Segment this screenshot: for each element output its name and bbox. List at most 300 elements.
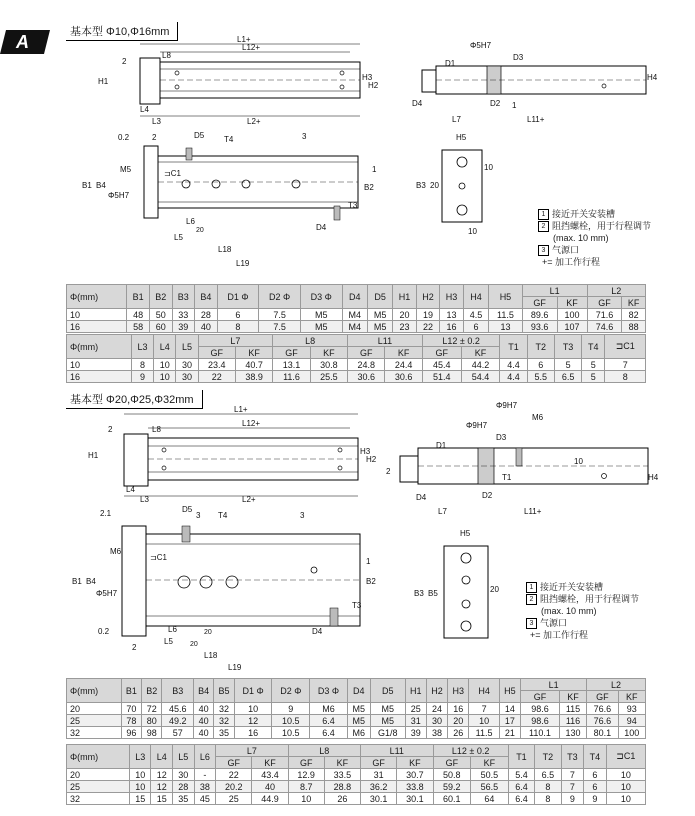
table-header-cell: L5 bbox=[176, 335, 198, 359]
s2-plan-l5: L5 bbox=[164, 637, 173, 646]
table-cell: 40 bbox=[193, 727, 213, 739]
s2-plan-phi5h7: Φ5H7 bbox=[96, 589, 118, 598]
s1-spec-table-2 bbox=[66, 334, 646, 383]
table-row bbox=[67, 727, 646, 739]
table-header-cell: B3 bbox=[162, 679, 193, 703]
table-cell: 78 bbox=[121, 715, 141, 727]
table-header-cell: T3 bbox=[561, 745, 584, 769]
table-header-cell: L12 ± 0.2 bbox=[433, 745, 508, 757]
table-cell: 9 bbox=[131, 371, 153, 383]
table-cell: 7.5 bbox=[259, 309, 301, 321]
s2-legend-item: += 加工作行程 bbox=[530, 630, 589, 641]
table-header-cell: L1 bbox=[522, 285, 587, 297]
table-header-cell: H5 bbox=[489, 285, 523, 309]
table-header-cell: L1 bbox=[521, 679, 587, 691]
s2-plan-1: 1 bbox=[366, 557, 371, 566]
table-cell: M4 bbox=[342, 309, 367, 321]
table-cell: 30.1 bbox=[397, 793, 433, 805]
table-cell: 40 bbox=[193, 703, 213, 715]
table-cell: 23 bbox=[393, 321, 417, 333]
table-cell: M5 bbox=[367, 321, 392, 333]
table-header-cell: H2 bbox=[426, 679, 447, 703]
table-cell: 8 bbox=[131, 359, 153, 371]
s1-plan-20: 20 bbox=[196, 227, 204, 234]
table-subheader-cell: GF bbox=[361, 757, 397, 769]
table-cell: 7 bbox=[561, 781, 584, 793]
table-subheader-cell: GF bbox=[522, 297, 557, 309]
table-header-cell: L11 bbox=[361, 745, 433, 757]
s1-plan-l5: L5 bbox=[174, 233, 183, 242]
table-cell: 11.5 bbox=[489, 309, 523, 321]
s1-end-h5: H5 bbox=[456, 133, 467, 142]
s2-dim-l4: L4 bbox=[126, 485, 135, 494]
table-cell: 80.1 bbox=[587, 727, 618, 739]
table-header-cell: B1 bbox=[127, 285, 150, 309]
table-header-cell: D5 bbox=[367, 285, 392, 309]
table-cell: 25 bbox=[405, 703, 426, 715]
s2-dim-l12: L12+ bbox=[242, 419, 261, 428]
table-cell: M5 bbox=[347, 703, 370, 715]
s2-side-phi9a: Φ9H7 bbox=[496, 401, 518, 410]
table-cell: 38 bbox=[426, 727, 447, 739]
table-cell: 9 bbox=[561, 793, 584, 805]
table-header-cell: L5 bbox=[173, 745, 195, 769]
table-header-cell: D2 Φ bbox=[272, 679, 310, 703]
table-header-cell: D3 Φ bbox=[300, 285, 342, 309]
table-cell: 116 bbox=[559, 715, 586, 727]
s2-plan-3a: 3 bbox=[196, 511, 201, 520]
table-cell: 6 bbox=[584, 781, 607, 793]
table-cell: M5 bbox=[347, 715, 370, 727]
table-cell: 28.8 bbox=[324, 781, 360, 793]
s1-dim-h2: H2 bbox=[368, 81, 379, 90]
s2-end-h5: H5 bbox=[460, 529, 471, 538]
s1-dim-l3: L3 bbox=[152, 117, 161, 126]
table-cell: 7.5 bbox=[259, 321, 301, 333]
table-header-cell: L6 bbox=[194, 745, 216, 769]
table-cell: 9 bbox=[584, 793, 607, 805]
s2-plan-21: 2.1 bbox=[100, 509, 112, 518]
table-cell: 4.4 bbox=[500, 359, 527, 371]
table-cell: 25 bbox=[216, 793, 252, 805]
table-cell: 28 bbox=[173, 781, 195, 793]
s1-plan-b1: B1 bbox=[82, 181, 92, 190]
table-cell: 12.9 bbox=[288, 769, 324, 781]
table-cell: 15 bbox=[151, 793, 173, 805]
table-cell: 36.2 bbox=[361, 781, 397, 793]
s2-plan-m6: M6 bbox=[110, 547, 122, 556]
table-header-cell: T2 bbox=[527, 335, 554, 359]
table-cell: 56.5 bbox=[471, 781, 509, 793]
table-cell: M5 bbox=[367, 309, 392, 321]
table-cell: 4.5 bbox=[463, 309, 488, 321]
table-cell: 6 bbox=[463, 321, 488, 333]
table-cell: 80 bbox=[142, 715, 162, 727]
table-cell: 15 bbox=[129, 793, 151, 805]
table-header-cell: L8 bbox=[288, 745, 360, 757]
table-header-cell: L12 ± 0.2 bbox=[422, 335, 500, 347]
table-cell: 30 bbox=[426, 715, 447, 727]
table-subheader-cell: KF bbox=[618, 691, 645, 703]
table-cell: 10 bbox=[234, 703, 272, 715]
table-header-cell: D3 Φ bbox=[310, 679, 348, 703]
s2-legend-item: 2 阻挡螺栓，用于行程调节 bbox=[526, 593, 639, 605]
table-cell: 96 bbox=[121, 727, 141, 739]
table-cell: M5 bbox=[370, 715, 405, 727]
table-cell: 6.4 bbox=[310, 727, 348, 739]
table-subheader-cell: KF bbox=[471, 757, 509, 769]
s2-side-10: 10 bbox=[574, 457, 583, 466]
s1-plan-l6: L6 bbox=[186, 217, 195, 226]
table-cell: 39 bbox=[172, 321, 195, 333]
table-subheader-cell: KF bbox=[397, 757, 433, 769]
table-cell: 72 bbox=[142, 703, 162, 715]
table-row bbox=[67, 371, 646, 383]
table-cell: 30.8 bbox=[310, 359, 347, 371]
s1-end-b3: B3 bbox=[416, 181, 426, 190]
table-row bbox=[67, 321, 646, 333]
table-cell: 110.1 bbox=[521, 727, 560, 739]
table-cell: 31 bbox=[361, 769, 397, 781]
table-subheader-cell: KF bbox=[559, 691, 586, 703]
table-cell: M5 bbox=[370, 703, 405, 715]
table-cell: 16 bbox=[448, 703, 469, 715]
table-cell: 115 bbox=[559, 703, 586, 715]
table-cell: 21 bbox=[499, 727, 520, 739]
table-header-cell: H3 bbox=[448, 679, 469, 703]
table-header-cell: H4 bbox=[469, 679, 499, 703]
s1-dim-h3: H3 bbox=[362, 73, 373, 82]
table-cell: 20 bbox=[393, 309, 417, 321]
table-cell: 24.8 bbox=[348, 359, 385, 371]
table-subheader-cell: KF bbox=[324, 757, 360, 769]
table-cell: M5 bbox=[300, 309, 342, 321]
table-cell: 100 bbox=[557, 309, 587, 321]
table-cell: 89.6 bbox=[522, 309, 557, 321]
s1-plan-d4: D4 bbox=[316, 223, 327, 232]
table-subheader-cell: GF bbox=[273, 347, 310, 359]
table-cell: M6 bbox=[310, 703, 348, 715]
table-header-cell: H3 bbox=[440, 285, 464, 309]
s1-end-view-drawing bbox=[412, 130, 497, 240]
table-cell: 4.4 bbox=[500, 371, 527, 383]
table-cell: 20 bbox=[448, 715, 469, 727]
table-cell: 11.6 bbox=[273, 371, 310, 383]
table-cell: 11.5 bbox=[469, 727, 499, 739]
table-cell: 50.5 bbox=[471, 769, 509, 781]
table-cell: 13 bbox=[489, 321, 523, 333]
table-cell: 16 bbox=[440, 321, 464, 333]
table-cell: 22 bbox=[416, 321, 440, 333]
table-cell: 22 bbox=[198, 371, 235, 383]
table-subheader-cell: GF bbox=[198, 347, 235, 359]
table-cell: 50.8 bbox=[433, 769, 471, 781]
s1-plan-c1: ⊐C1 bbox=[164, 169, 181, 178]
table-row bbox=[67, 309, 646, 321]
table-cell: 51.4 bbox=[422, 371, 461, 383]
table-cell: 25 bbox=[67, 781, 130, 793]
table-cell: 5.4 bbox=[508, 769, 534, 781]
table-header-cell: B4 bbox=[195, 285, 218, 309]
table-cell: 9 bbox=[272, 703, 310, 715]
s1-plan-3: 3 bbox=[302, 132, 307, 141]
s1-side-phi5: Φ5H7 bbox=[470, 41, 492, 50]
s2-plan-d5: D5 bbox=[182, 505, 193, 514]
table-cell: 57 bbox=[162, 727, 193, 739]
s2-end-b5: B5 bbox=[428, 589, 438, 598]
table-subheader-cell: KF bbox=[557, 297, 587, 309]
table-cell: 25 bbox=[67, 715, 122, 727]
table-cell: 50 bbox=[149, 309, 172, 321]
table-header-cell: Φ(mm) bbox=[67, 745, 130, 769]
s2-plan-20b: 20 bbox=[190, 641, 198, 648]
table-cell: 26 bbox=[448, 727, 469, 739]
table-cell: 6.4 bbox=[508, 781, 534, 793]
s2-dim-l1: L1+ bbox=[234, 405, 248, 414]
table-header-cell: B5 bbox=[214, 679, 234, 703]
s1-end-10a: 10 bbox=[484, 163, 493, 172]
table-header-cell: Φ(mm) bbox=[67, 335, 132, 359]
table-header-cell: T4 bbox=[584, 745, 607, 769]
table-subheader-cell: GF bbox=[433, 757, 471, 769]
s1-side-1: 1 bbox=[512, 101, 517, 110]
table-header-cell: D1 Φ bbox=[217, 285, 259, 309]
table-cell: 8 bbox=[217, 321, 259, 333]
tab-letter: A bbox=[16, 32, 29, 52]
table-cell: 32 bbox=[214, 703, 234, 715]
table-cell: 8 bbox=[535, 793, 561, 805]
s1-dim-l2: L2+ bbox=[247, 117, 261, 126]
s1-side-d3: D3 bbox=[513, 53, 524, 62]
s2-side-d2: D2 bbox=[482, 491, 493, 500]
table-cell: 38 bbox=[194, 781, 216, 793]
table-cell: 28 bbox=[195, 309, 218, 321]
table-cell: M5 bbox=[300, 321, 342, 333]
table-cell: 107 bbox=[557, 321, 587, 333]
table-cell: 98.6 bbox=[521, 703, 560, 715]
table-cell: 10 bbox=[469, 715, 499, 727]
table-subheader-cell: KF bbox=[461, 347, 500, 359]
table-row bbox=[67, 781, 646, 793]
s2-side-m6: M6 bbox=[532, 413, 544, 422]
table-cell: 8 bbox=[535, 781, 561, 793]
s2-dim-l2: L2+ bbox=[242, 495, 256, 504]
table-cell: 5 bbox=[554, 359, 581, 371]
table-cell: 48 bbox=[127, 309, 150, 321]
s1-dim-l12: L12+ bbox=[242, 43, 261, 52]
table-row bbox=[67, 715, 646, 727]
table-cell: 74.6 bbox=[587, 321, 622, 333]
table-cell: 54.4 bbox=[461, 371, 500, 383]
table-cell: 38.9 bbox=[235, 371, 272, 383]
table-subheader-cell: GF bbox=[348, 347, 385, 359]
table-cell: 22 bbox=[216, 769, 252, 781]
table-cell: 30 bbox=[173, 769, 195, 781]
table-header-cell: D5 bbox=[370, 679, 405, 703]
table-cell: 6.4 bbox=[508, 793, 534, 805]
table-header-cell: L3 bbox=[131, 335, 153, 359]
table-header-cell: T2 bbox=[535, 745, 561, 769]
table-cell: 94 bbox=[618, 715, 645, 727]
s1-plan-view-drawing bbox=[76, 128, 386, 273]
s1-plan-b4: B4 bbox=[96, 181, 106, 190]
s2-side-t1: T1 bbox=[502, 473, 512, 482]
table-cell: 7 bbox=[605, 359, 646, 371]
s1-side-l11: L11+ bbox=[527, 115, 545, 124]
table-header-cell: L8 bbox=[273, 335, 348, 347]
s1-dim-l4: L4 bbox=[140, 105, 149, 114]
table-cell: 35 bbox=[173, 793, 195, 805]
table-cell: 45.6 bbox=[162, 703, 193, 715]
table-row bbox=[67, 769, 646, 781]
table-cell: 33 bbox=[172, 309, 195, 321]
table-cell: 45 bbox=[194, 793, 216, 805]
table-cell: 40 bbox=[193, 715, 213, 727]
table-cell: 98.6 bbox=[521, 715, 560, 727]
table-header-cell: H4 bbox=[463, 285, 488, 309]
table-cell: 33.8 bbox=[397, 781, 433, 793]
s1-end-20: 20 bbox=[430, 181, 439, 190]
s2-side-l7: L7 bbox=[438, 507, 447, 516]
table-cell: 30 bbox=[176, 371, 198, 383]
table-cell: 6.5 bbox=[535, 769, 561, 781]
s1-legend-item: (max. 10 mm) bbox=[553, 233, 609, 244]
table-cell: 16 bbox=[67, 371, 132, 383]
table-subheader-cell: GF bbox=[288, 757, 324, 769]
table-header-cell: B2 bbox=[142, 679, 162, 703]
section-tab bbox=[0, 30, 50, 54]
s1-dim-l1: L1+ bbox=[237, 36, 251, 44]
table-cell: M4 bbox=[342, 321, 367, 333]
table-cell: 32 bbox=[67, 793, 130, 805]
table-cell: 12 bbox=[234, 715, 272, 727]
table-cell: 30.7 bbox=[397, 769, 433, 781]
table-subheader-cell: KF bbox=[235, 347, 272, 359]
table-cell: 60 bbox=[149, 321, 172, 333]
table-cell: 6 bbox=[217, 309, 259, 321]
table-cell: 98 bbox=[142, 727, 162, 739]
table-cell: 59.2 bbox=[433, 781, 471, 793]
table-cell: 30 bbox=[176, 359, 198, 371]
table-cell: 13 bbox=[440, 309, 464, 321]
table-header-cell: ⊐C1 bbox=[605, 335, 646, 359]
s2-plan-l6: L6 bbox=[168, 625, 177, 634]
table-cell: 49.2 bbox=[162, 715, 193, 727]
s2-side-2: 2 bbox=[386, 467, 391, 476]
table-cell: 60.1 bbox=[433, 793, 471, 805]
s1-plan-t3: T3 bbox=[348, 201, 358, 210]
s2-dim-h1: H1 bbox=[88, 451, 99, 460]
table-cell: 24 bbox=[426, 703, 447, 715]
table-cell: 10 bbox=[154, 359, 176, 371]
s1-plan-m5: M5 bbox=[120, 165, 132, 174]
table-header-cell: Φ(mm) bbox=[67, 285, 127, 309]
table-header-cell: T1 bbox=[508, 745, 534, 769]
table-cell: 16 bbox=[67, 321, 127, 333]
table-cell: 14 bbox=[499, 703, 520, 715]
table-header-cell: L11 bbox=[348, 335, 423, 347]
s2-side-l11: L11+ bbox=[524, 507, 542, 516]
s2-legend-item: 1 接近开关安装槽 bbox=[526, 581, 639, 593]
s1-plan-b2: B2 bbox=[364, 183, 374, 192]
s1-dim-l8: L8 bbox=[162, 51, 171, 60]
table-header-cell: H5 bbox=[499, 679, 520, 703]
table-header-cell: H2 bbox=[416, 285, 440, 309]
table-cell: 7 bbox=[561, 769, 584, 781]
s2-dim-l3: L3 bbox=[140, 495, 149, 504]
table-header-cell: L4 bbox=[151, 745, 173, 769]
s1-spec-table-1 bbox=[66, 284, 646, 333]
table-row bbox=[67, 359, 646, 371]
table-cell: 130 bbox=[559, 727, 586, 739]
table-cell: G1/8 bbox=[370, 727, 405, 739]
s1-side-l7: L7 bbox=[452, 115, 461, 124]
table-cell: 10 bbox=[129, 769, 151, 781]
s2-legend-item: (max. 10 mm) bbox=[541, 606, 597, 617]
table-header-cell: B1 bbox=[121, 679, 141, 703]
s2-plan-2: 2 bbox=[132, 643, 137, 652]
table-cell: 64 bbox=[471, 793, 509, 805]
table-subheader-cell: KF bbox=[385, 347, 422, 359]
table-cell: 35 bbox=[214, 727, 234, 739]
s1-legend-item: 3 气源口 bbox=[538, 244, 651, 256]
s1-legend bbox=[538, 208, 651, 268]
table-cell: 45.4 bbox=[422, 359, 461, 371]
table-cell: 10 bbox=[606, 781, 645, 793]
s1-legend-item: 2 阻挡螺栓，用于行程调节 bbox=[538, 220, 651, 232]
table-cell: 5 bbox=[582, 359, 605, 371]
s2-plan-t3: T3 bbox=[352, 601, 362, 610]
s2-dim-l8: L8 bbox=[152, 425, 161, 434]
s2-spec-table-2 bbox=[66, 744, 646, 805]
table-cell: 26 bbox=[324, 793, 360, 805]
s2-top-view-drawing bbox=[84, 404, 384, 504]
s2-side-h4: H4 bbox=[648, 473, 658, 482]
table-cell: 93.6 bbox=[522, 321, 557, 333]
table-cell: 8.7 bbox=[288, 781, 324, 793]
table-cell: - bbox=[194, 769, 216, 781]
table-cell: 20.2 bbox=[216, 781, 252, 793]
table-header-cell: T3 bbox=[554, 335, 581, 359]
table-header-cell: Φ(mm) bbox=[67, 679, 122, 703]
s1-side-h4: H4 bbox=[647, 73, 657, 82]
s2-end-b3: B3 bbox=[414, 589, 424, 598]
table-cell: 10 bbox=[154, 371, 176, 383]
section1-title: 基本型 Φ10,Φ16mm bbox=[66, 22, 178, 41]
table-cell: 32 bbox=[214, 715, 234, 727]
table-header-cell: D1 Φ bbox=[234, 679, 272, 703]
table-cell: 40 bbox=[195, 321, 218, 333]
table-header-cell: B4 bbox=[193, 679, 213, 703]
s2-plan-02: 0.2 bbox=[98, 627, 110, 636]
s2-side-d4: D4 bbox=[416, 493, 427, 502]
table-subheader-cell: GF bbox=[587, 691, 618, 703]
table-cell: 88 bbox=[622, 321, 646, 333]
s1-dim-2: 2 bbox=[122, 57, 127, 66]
table-header-cell: T1 bbox=[500, 335, 527, 359]
s2-end-20: 20 bbox=[490, 585, 499, 594]
s2-plan-c1: ⊐C1 bbox=[150, 553, 167, 562]
table-cell: 6.4 bbox=[310, 715, 348, 727]
s1-side-d4: D4 bbox=[412, 99, 423, 108]
s2-plan-l18: L18 bbox=[204, 651, 218, 660]
table-header-cell: B2 bbox=[149, 285, 172, 309]
s1-plan-t4: T4 bbox=[224, 135, 234, 144]
s1-plan-2: 2 bbox=[152, 133, 157, 142]
s2-dim-2: 2 bbox=[108, 425, 113, 434]
s2-plan-b1: B1 bbox=[72, 577, 82, 586]
table-subheader-cell: GF bbox=[422, 347, 461, 359]
